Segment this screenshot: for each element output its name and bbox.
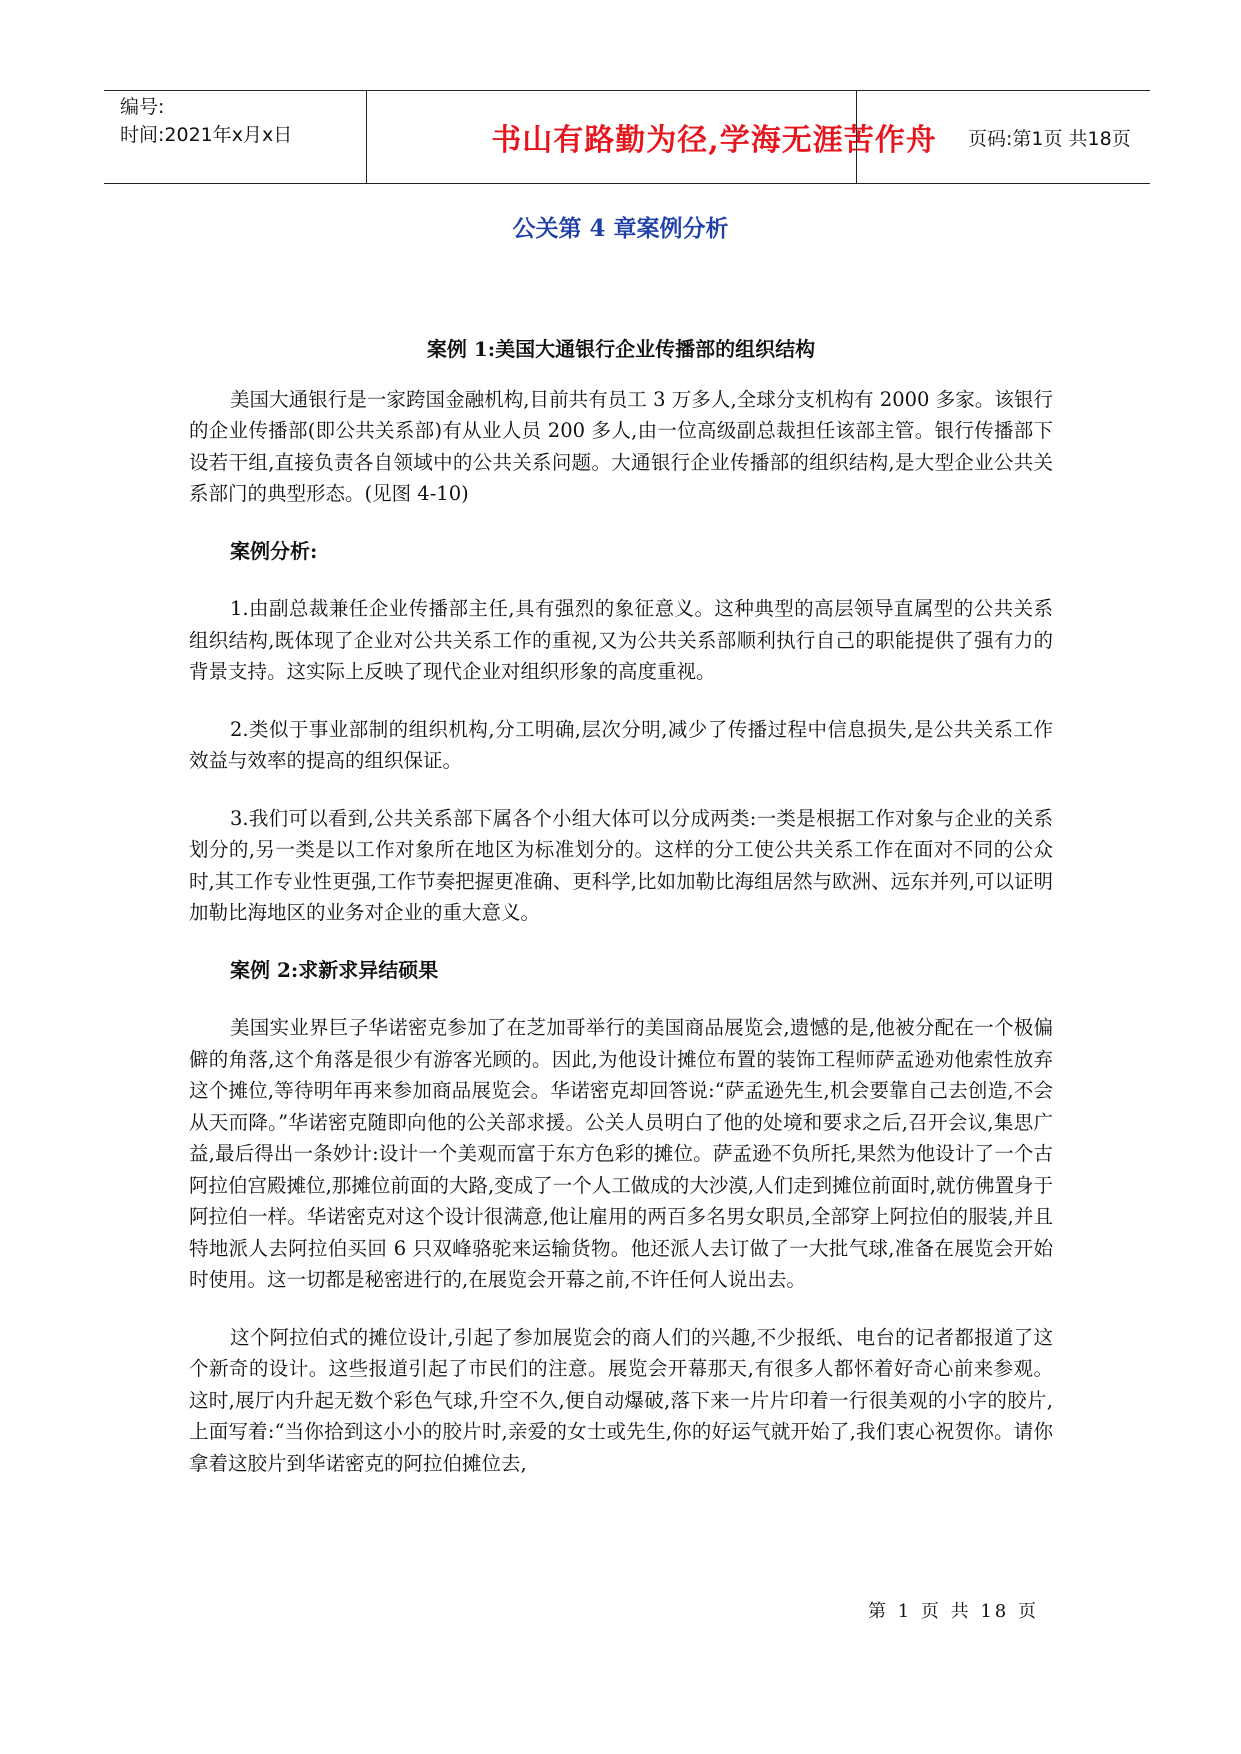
case1-intro: 美国大通银行是一家跨国金融机构,目前共有员工 3 万多人,全球分支机构有 2000 多家。该银行的企业传播部(即公共关系部)有从业人员 200 多人,由一位高级副总裁担任该部主管。银行传播部下设若干组,直接负责各自领域中的公共关系问题。大通银行企业传播部的组织结构,是大型企业公共关系部门的典型形态。(见图 4-10) (189, 387, 1053, 505)
analysis-point-1: 1.由副总裁兼任企业传播部主任,具有强烈的象征意义。这种典型的高层领导直属型的公共关系组织结构,既体现了企业对公共关系工作的重视,又为公共关系部顺利执行自己的职能提供了强有力的背景支持。这实际上反映了现代企业对组织形象的高度重视。 (189, 597, 1053, 683)
case2-heading: 案例 2:求新求异结硕果 (230, 957, 439, 982)
analysis-point-3: 3.我们可以看到,公共关系部下属各个小组大体可以分成两类:一类是根据工作对象与企业的关系划分的,另一类是以工作对象所在地区为标准划分的。这样的分工使公共关系工作在面对不同的公众时,其工作专业性更强,工作节奏把握更准确、更科学,比如加勒比海组居然与欧洲、远东并列,可以证明加勒比海地区的业务对企业的重大意义。 (189, 806, 1053, 924)
page-footer: 第 1 页 共 18 页 (868, 1601, 1039, 1622)
header-meta (120, 93, 360, 149)
document-header (104, 90, 1150, 184)
header-motto: 书山有路勤为径,学海无涯苦作舟 (491, 123, 937, 158)
header-divider-left (366, 91, 367, 183)
case2-paragraph-2: 这个阿拉伯式的摊位设计,引起了参加展览会的商人们的兴趣,不少报纸、电台的记者都报道了这个新奇的设计。这些报道引起了市民们的注意。展览会开幕那天,有很多人都怀着好奇心前来参观。这时,展厅内升起无数个彩色气球,升空不久,便自动爆破,落下来一片片印着一行很美观的小字的胶片,上面写着:“当你拾到这小小的胶片时,亲爱的女士或先生,你的好运气就开始了,我们衷心祝贺你。请你拿着这胶片到华诺密克的阿拉伯摊位去, (189, 1325, 1053, 1475)
analysis-heading: 案例分析: (230, 538, 318, 563)
header-divider-right (856, 91, 857, 183)
document-title: 公关第 4 章案例分析 (512, 215, 729, 242)
time-label: 时间:2021年x月x日 (120, 124, 293, 146)
header-page-label: 页码:第1页 共18页 (968, 127, 1131, 150)
case1-heading: 案例 1:美国大通银行企业传播部的组织结构 (426, 337, 816, 361)
document-body (189, 334, 1053, 1479)
serial-label: 编号: (120, 96, 165, 118)
case2-paragraph-1: 美国实业界巨子华诺密克参加了在芝加哥举行的美国商品展览会,遗憾的是,他被分配在一个极偏僻的角落,这个角落是很少有游客光顾的。因此,为他设计摊位布置的装饰工程师萨孟逊劝他索性放弃这个摊位,等待明年再来参加商品展览会。华诺密克却回答说:“萨孟逊先生,机会要靠自己去创造,不会从天而降。”华诺密克随即向他的公关部求援。公关人员明白了他的处境和要求之后,召开会议,集思广益,最后得出一条妙计:设计一个美观而富于东方色彩的摊位。萨孟逊不负所托,果然为他设计了一个古阿拉伯宫殿摊位,那摊位前面的大路,变成了一个人工做成的大沙漠,人们走到摊位前面时,就仿佛置身于阿拉伯一样。华诺密克对这个设计很满意,他让雇用的两百多名男女职员,全部穿上阿拉伯的服装,并且特地派人去阿拉伯买回 6 只双峰骆驼来运输货物。他还派人去订做了一大批气球,准备在展览会开始时使用。这一切都是秘密进行的,在展览会开幕之前,不许任何人说出去。 (189, 1016, 1053, 1291)
analysis-point-2: 2.类似于事业部制的组织机构,分工明确,层次分明,减少了传播过程中信息损失,是公共关系工作效益与效率的提高的组织保证。 (189, 717, 1053, 772)
